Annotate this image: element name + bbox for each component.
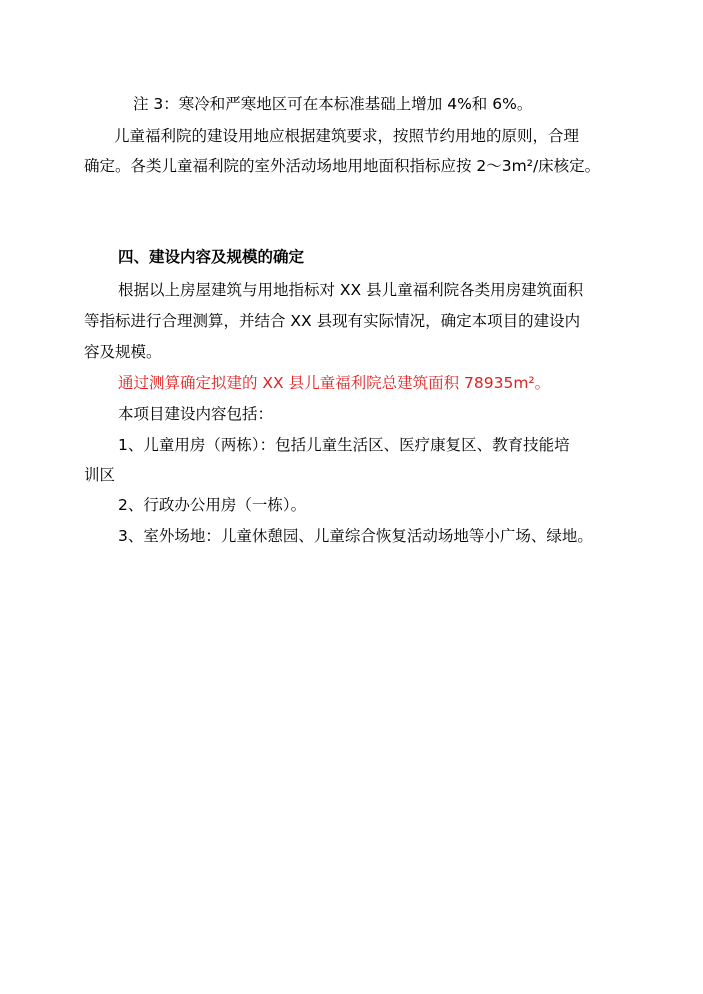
land-paragraph-line-1: 儿童福利院的建设用地应根据建筑要求，按照节约用地的原则，合理	[114, 127, 580, 145]
section-heading: 四、建设内容及规模的确定	[118, 248, 305, 266]
item-3: 3、室外场地：儿童休憩园、儿童综合恢复活动场地等小广场、绿地。	[118, 527, 593, 545]
intro-line-3: 容及规模。	[84, 343, 162, 361]
item-2: 2、行政办公用房（一栋）。	[118, 496, 307, 514]
intro-line-1: 根据以上房屋建筑与用地指标对 XX 县儿童福利院各类用房建筑面积	[118, 281, 584, 299]
intro-line-2: 等指标进行合理测算，并结合 XX 县现有实际情况，确定本项目的建设内	[84, 312, 581, 330]
item-1-line-2: 训区	[84, 466, 116, 484]
contents-label: 本项目建设内容包括：	[118, 405, 274, 423]
note-3: 注 3：寒冷和严寒地区可在本标准基础上增加 4%和 6%。	[133, 95, 533, 113]
item-1-line-1: 1、儿童用房（两栋）：包括儿童生活区、医疗康复区、教育技能培	[118, 436, 570, 454]
land-paragraph-line-2: 确定。各类儿童福利院的室外活动场地用地面积指标应按 2～3m²/床核定。	[84, 157, 601, 175]
total-area-highlight: 通过测算确定拟建的 XX 县儿童福利院总建筑面积 78935m²。	[118, 374, 551, 392]
